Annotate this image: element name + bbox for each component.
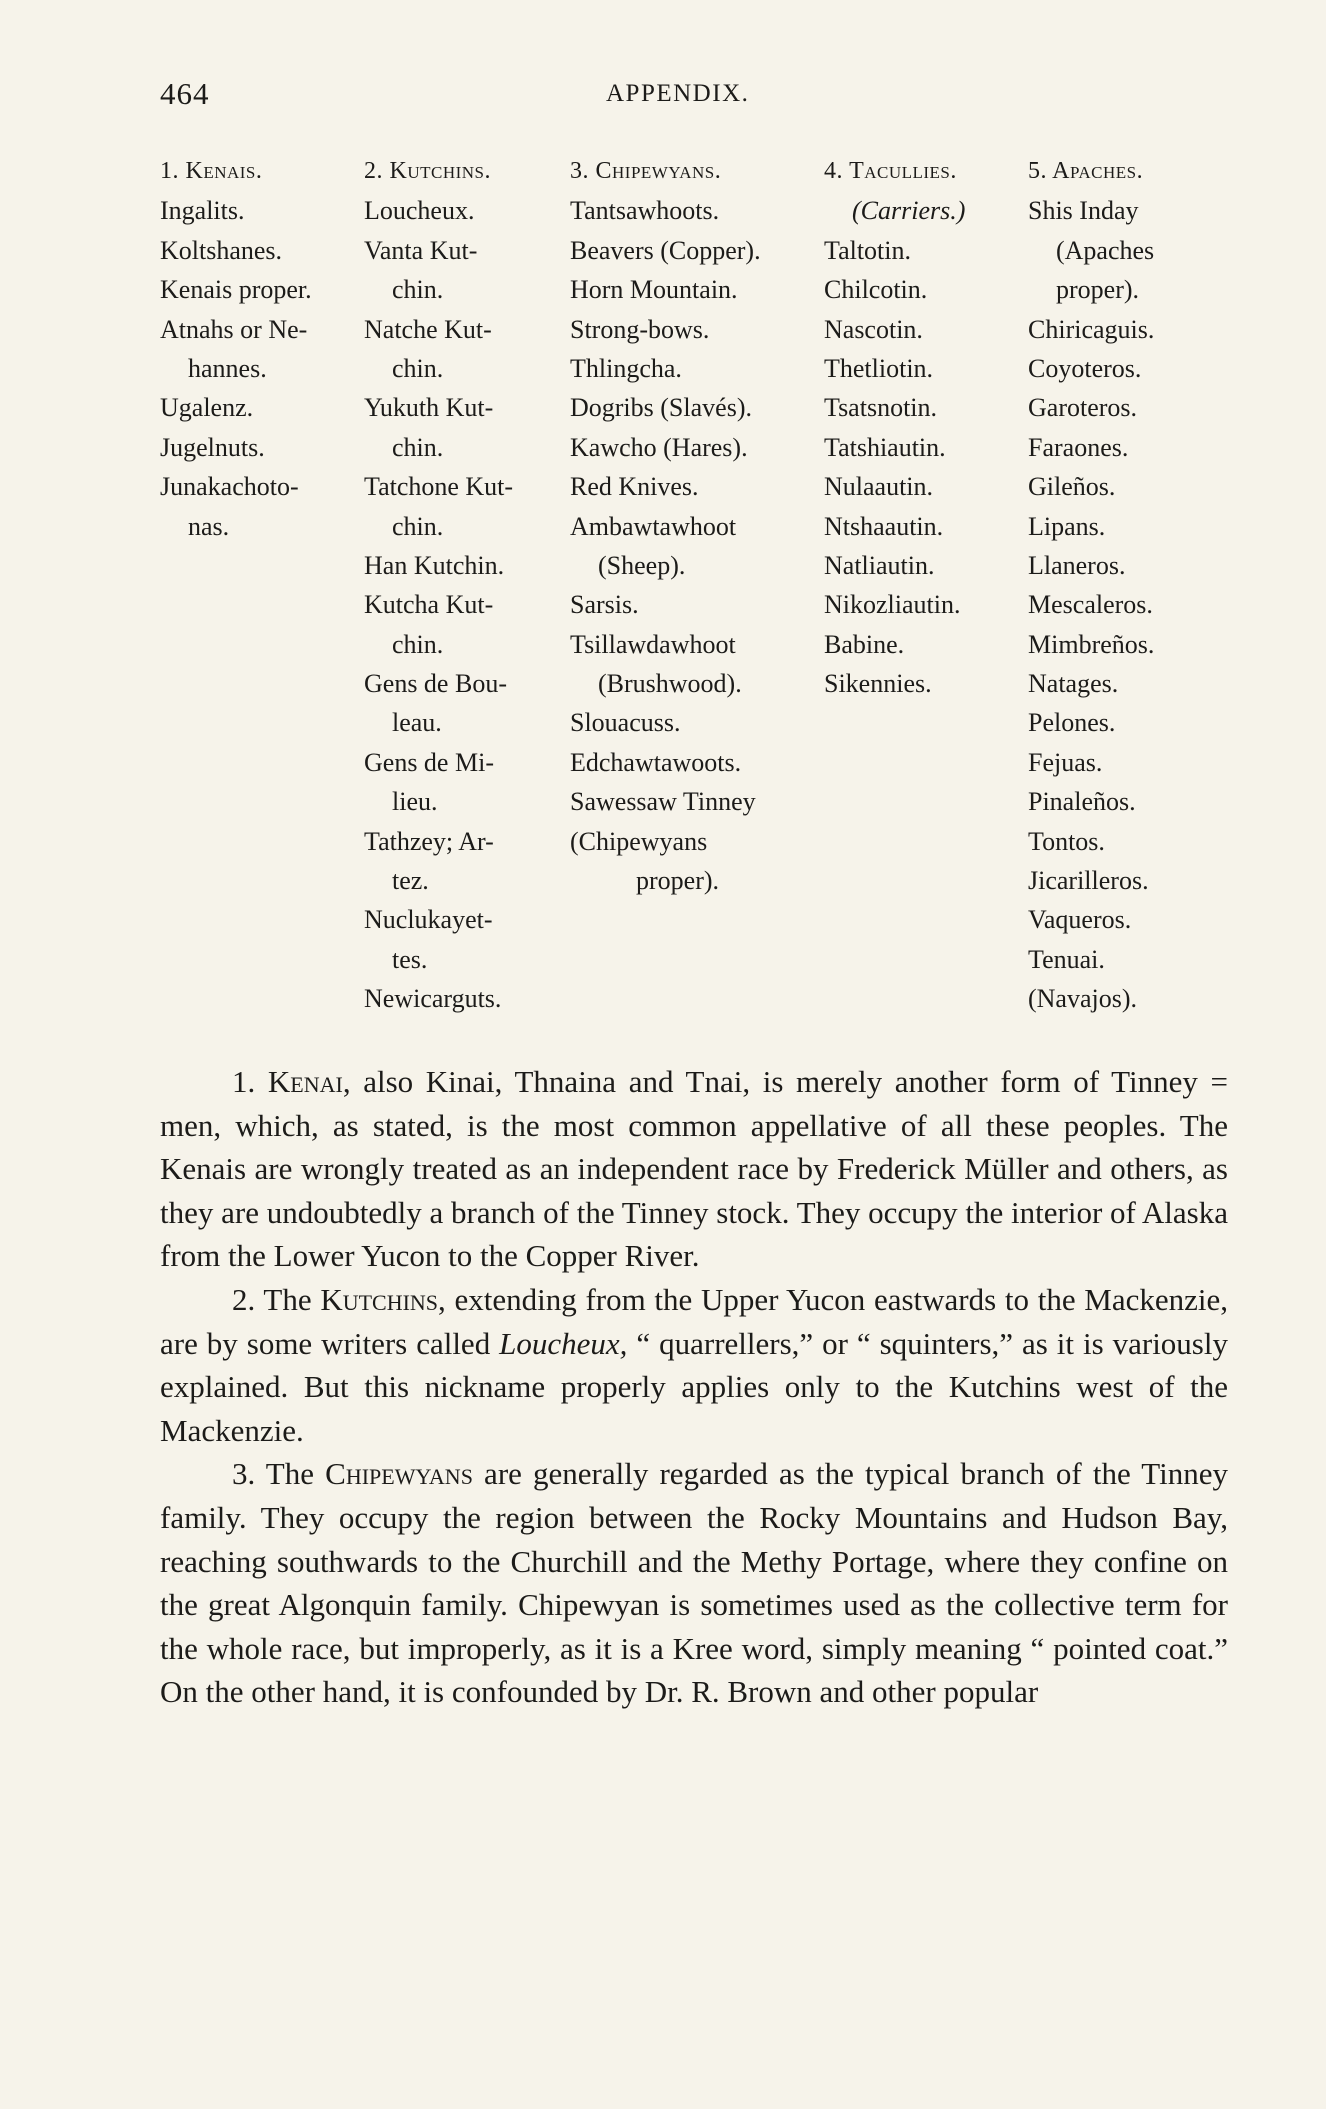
table-entry: Red Knives. — [570, 472, 699, 502]
table-entry: Mimbreños. — [1028, 629, 1155, 659]
table-entry: Jugelnuts. — [160, 432, 265, 462]
table-entry: Atnahs or Ne- — [160, 314, 308, 344]
note-kutchins — [160, 1278, 1228, 1452]
table-entry: Lipans. — [1028, 511, 1106, 541]
table-entry: Kutcha Kut- — [364, 590, 494, 620]
table-entry: Tantsawhoots. — [570, 196, 720, 226]
table-entry: Vanta Kut- — [364, 235, 478, 265]
note-number: 2. The — [232, 1281, 312, 1317]
table-entry: Gileños. — [1028, 472, 1116, 502]
column-heading: 1. Kenais. — [160, 158, 263, 184]
table-entry: Tatchone Kut- — [364, 472, 514, 502]
table-entry: Beavers (Copper). — [570, 235, 761, 265]
table-entry: Loucheux. — [364, 196, 475, 226]
table-entry: Ambawtawhoot — [570, 511, 737, 541]
note-text: are generally regarded as the typical branch of the Tinney family. They occupy the region between the Rocky Mountains and Hudson Bay, reaching southwards to the Churchill and the Methy Portage, where they confine on the great Algonquin family. Chipewyan is sometimes used as the collective term for the whole race, but improperly, as it is a Kree word, simply meaning “ pointed coat.” On the other hand, it is confounded by Dr. R. Brown and other popular — [160, 1456, 1229, 1710]
table-entry: Kenais proper. — [160, 275, 312, 305]
table-entry: Sawessaw Tinney — [570, 787, 756, 817]
table-entry: Natages. — [1028, 669, 1119, 699]
table-entry: Natche Kut- — [364, 314, 492, 344]
table-entry: Shis Inday — [1028, 196, 1139, 226]
table-entry: Vaqueros. — [1028, 905, 1132, 935]
note-text: also Kinai, Thnaina and Tnai, is merely another form of Tinney = men, which, as stated, is the most common appellative of all these peoples. The Kenais are wrongly treated as an independent race by Frederick Müller and others, as they are undoubtedly a branch of the Tinney stock. They occupy the interior of Alaska from the Lower Yucon to the Copper River. — [160, 1064, 1228, 1274]
note-chipewyans — [160, 1452, 1228, 1714]
table-entry: Edchawtawoots. — [570, 747, 742, 777]
table-entry: proper). — [636, 866, 720, 896]
table-entry: Gens de Mi- — [364, 747, 494, 777]
table-entry: chin. — [392, 511, 444, 541]
note-text: “ quarrellers,” or “ squinters,” as it is variously explained. But this nickname properly applies only to the Kutchins west of the Mackenzie. — [160, 1325, 1228, 1448]
table-entry: Slouacuss. — [570, 708, 681, 738]
table-entry: tez. — [392, 866, 429, 896]
note-tribe-name: Kenai, — [267, 1064, 351, 1099]
table-entry: Jicarilleros. — [1028, 866, 1149, 896]
table-entry: Ugalenz. — [160, 393, 254, 423]
table-entry: Strong-bows. — [570, 314, 710, 344]
table-entry: Junakachoto- — [160, 472, 299, 502]
table-entry: Thlingcha. — [570, 353, 682, 383]
table-entry: Thetliotin. — [824, 353, 934, 383]
table-entry: Tsillawdawhoot — [570, 629, 736, 659]
table-entry: Dogribs (Slavés). — [570, 393, 752, 423]
table-entry: Horn Mountain. — [570, 275, 738, 305]
column-heading: 2. Kutchins. — [364, 158, 492, 184]
column-chipewyans — [570, 152, 820, 900]
table-entry: nas. — [188, 511, 230, 541]
table-entry: Newicarguts. — [364, 984, 502, 1014]
table-entry: Fejuas. — [1028, 747, 1103, 777]
column-kutchins — [364, 152, 574, 1019]
table-entry: Sarsis. — [570, 590, 639, 620]
table-entry: Pinaleños. — [1028, 787, 1136, 817]
table-entry: Kawcho (Hares). — [570, 432, 748, 462]
table-entry: Mescaleros. — [1028, 590, 1153, 620]
notes-body — [160, 1060, 1228, 1714]
table-entry: Garoteros. — [1028, 393, 1138, 423]
table-entry: (Chipewyans — [570, 826, 708, 856]
table-entry: Gens de Bou- — [364, 669, 507, 699]
table-entry: (Apaches — [1056, 235, 1155, 265]
column-kenais — [160, 152, 360, 546]
column-heading: 4. Tacullies. — [824, 158, 957, 184]
note-italic-term: Loucheux, — [499, 1325, 628, 1361]
table-entry: (Brushwood). — [598, 669, 742, 699]
table-entry: Nascotin. — [824, 314, 923, 344]
table-entry: Tatshiautin. — [824, 432, 946, 462]
table-entry: Nulaautin. — [824, 472, 934, 502]
note-tribe-name: Chipewyans — [325, 1456, 473, 1492]
note-number: 3. The — [232, 1456, 315, 1492]
table-entry: Pelones. — [1028, 708, 1116, 738]
table-entry: Tontos. — [1028, 826, 1105, 856]
table-entry: (Sheep). — [598, 550, 686, 580]
note-text: extending from the Upper Yucon eastwards to the Mackenzie, are by some writers called — [160, 1281, 1229, 1361]
table-entry: Nikozliautin. — [824, 590, 961, 620]
note-number: 1. — [232, 1064, 256, 1099]
table-entry: Chilcotin. — [824, 275, 928, 305]
table-entry: (Carriers.) — [852, 196, 966, 226]
note-kenai — [160, 1060, 1228, 1278]
table-entry: chin. — [392, 432, 444, 462]
table-entry: Babine. — [824, 629, 905, 659]
table-entry: Coyoteros. — [1028, 353, 1142, 383]
table-entry: Yukuth Kut- — [364, 393, 494, 423]
table-entry: Natliautin. — [824, 550, 935, 580]
table-entry: Han Kutchin. — [364, 550, 505, 580]
table-entry: Tenuai. — [1028, 944, 1105, 974]
column-tacullies — [824, 152, 1044, 703]
table-entry: Sikennies. — [824, 669, 932, 699]
table-entry: Taltotin. — [824, 235, 912, 265]
page-number: 464 — [160, 76, 210, 111]
table-entry: leau. — [392, 708, 442, 738]
column-heading: 3. Chipewyans. — [570, 158, 722, 184]
tribes-table — [160, 152, 1240, 1032]
table-entry: Koltshanes. — [160, 235, 283, 265]
page-header — [160, 76, 1230, 116]
table-entry: Nuclukayet- — [364, 905, 493, 935]
table-entry: Ntshaautin. — [824, 511, 944, 541]
table-entry: Ingalits. — [160, 196, 245, 226]
table-entry: Tathzey; Ar- — [364, 826, 494, 856]
table-entry: chin. — [392, 353, 444, 383]
column-apaches — [1028, 152, 1238, 1019]
table-entry: chin. — [392, 275, 444, 305]
running-head: APPENDIX. — [606, 80, 750, 107]
table-entry: hannes. — [188, 353, 267, 383]
table-entry: proper). — [1056, 275, 1140, 305]
table-entry: chin. — [392, 629, 444, 659]
column-heading: 5. Apaches. — [1028, 158, 1144, 184]
table-entry: Chiricaguis. — [1028, 314, 1155, 344]
table-entry: lieu. — [392, 787, 438, 817]
note-tribe-name: Kutchins, — [320, 1281, 446, 1317]
table-entry: Tsatsnotin. — [824, 393, 938, 423]
table-entry: Faraones. — [1028, 432, 1129, 462]
table-entry: tes. — [392, 944, 428, 974]
table-entry: Llaneros. — [1028, 550, 1126, 580]
table-entry: (Navajos). — [1028, 984, 1138, 1014]
